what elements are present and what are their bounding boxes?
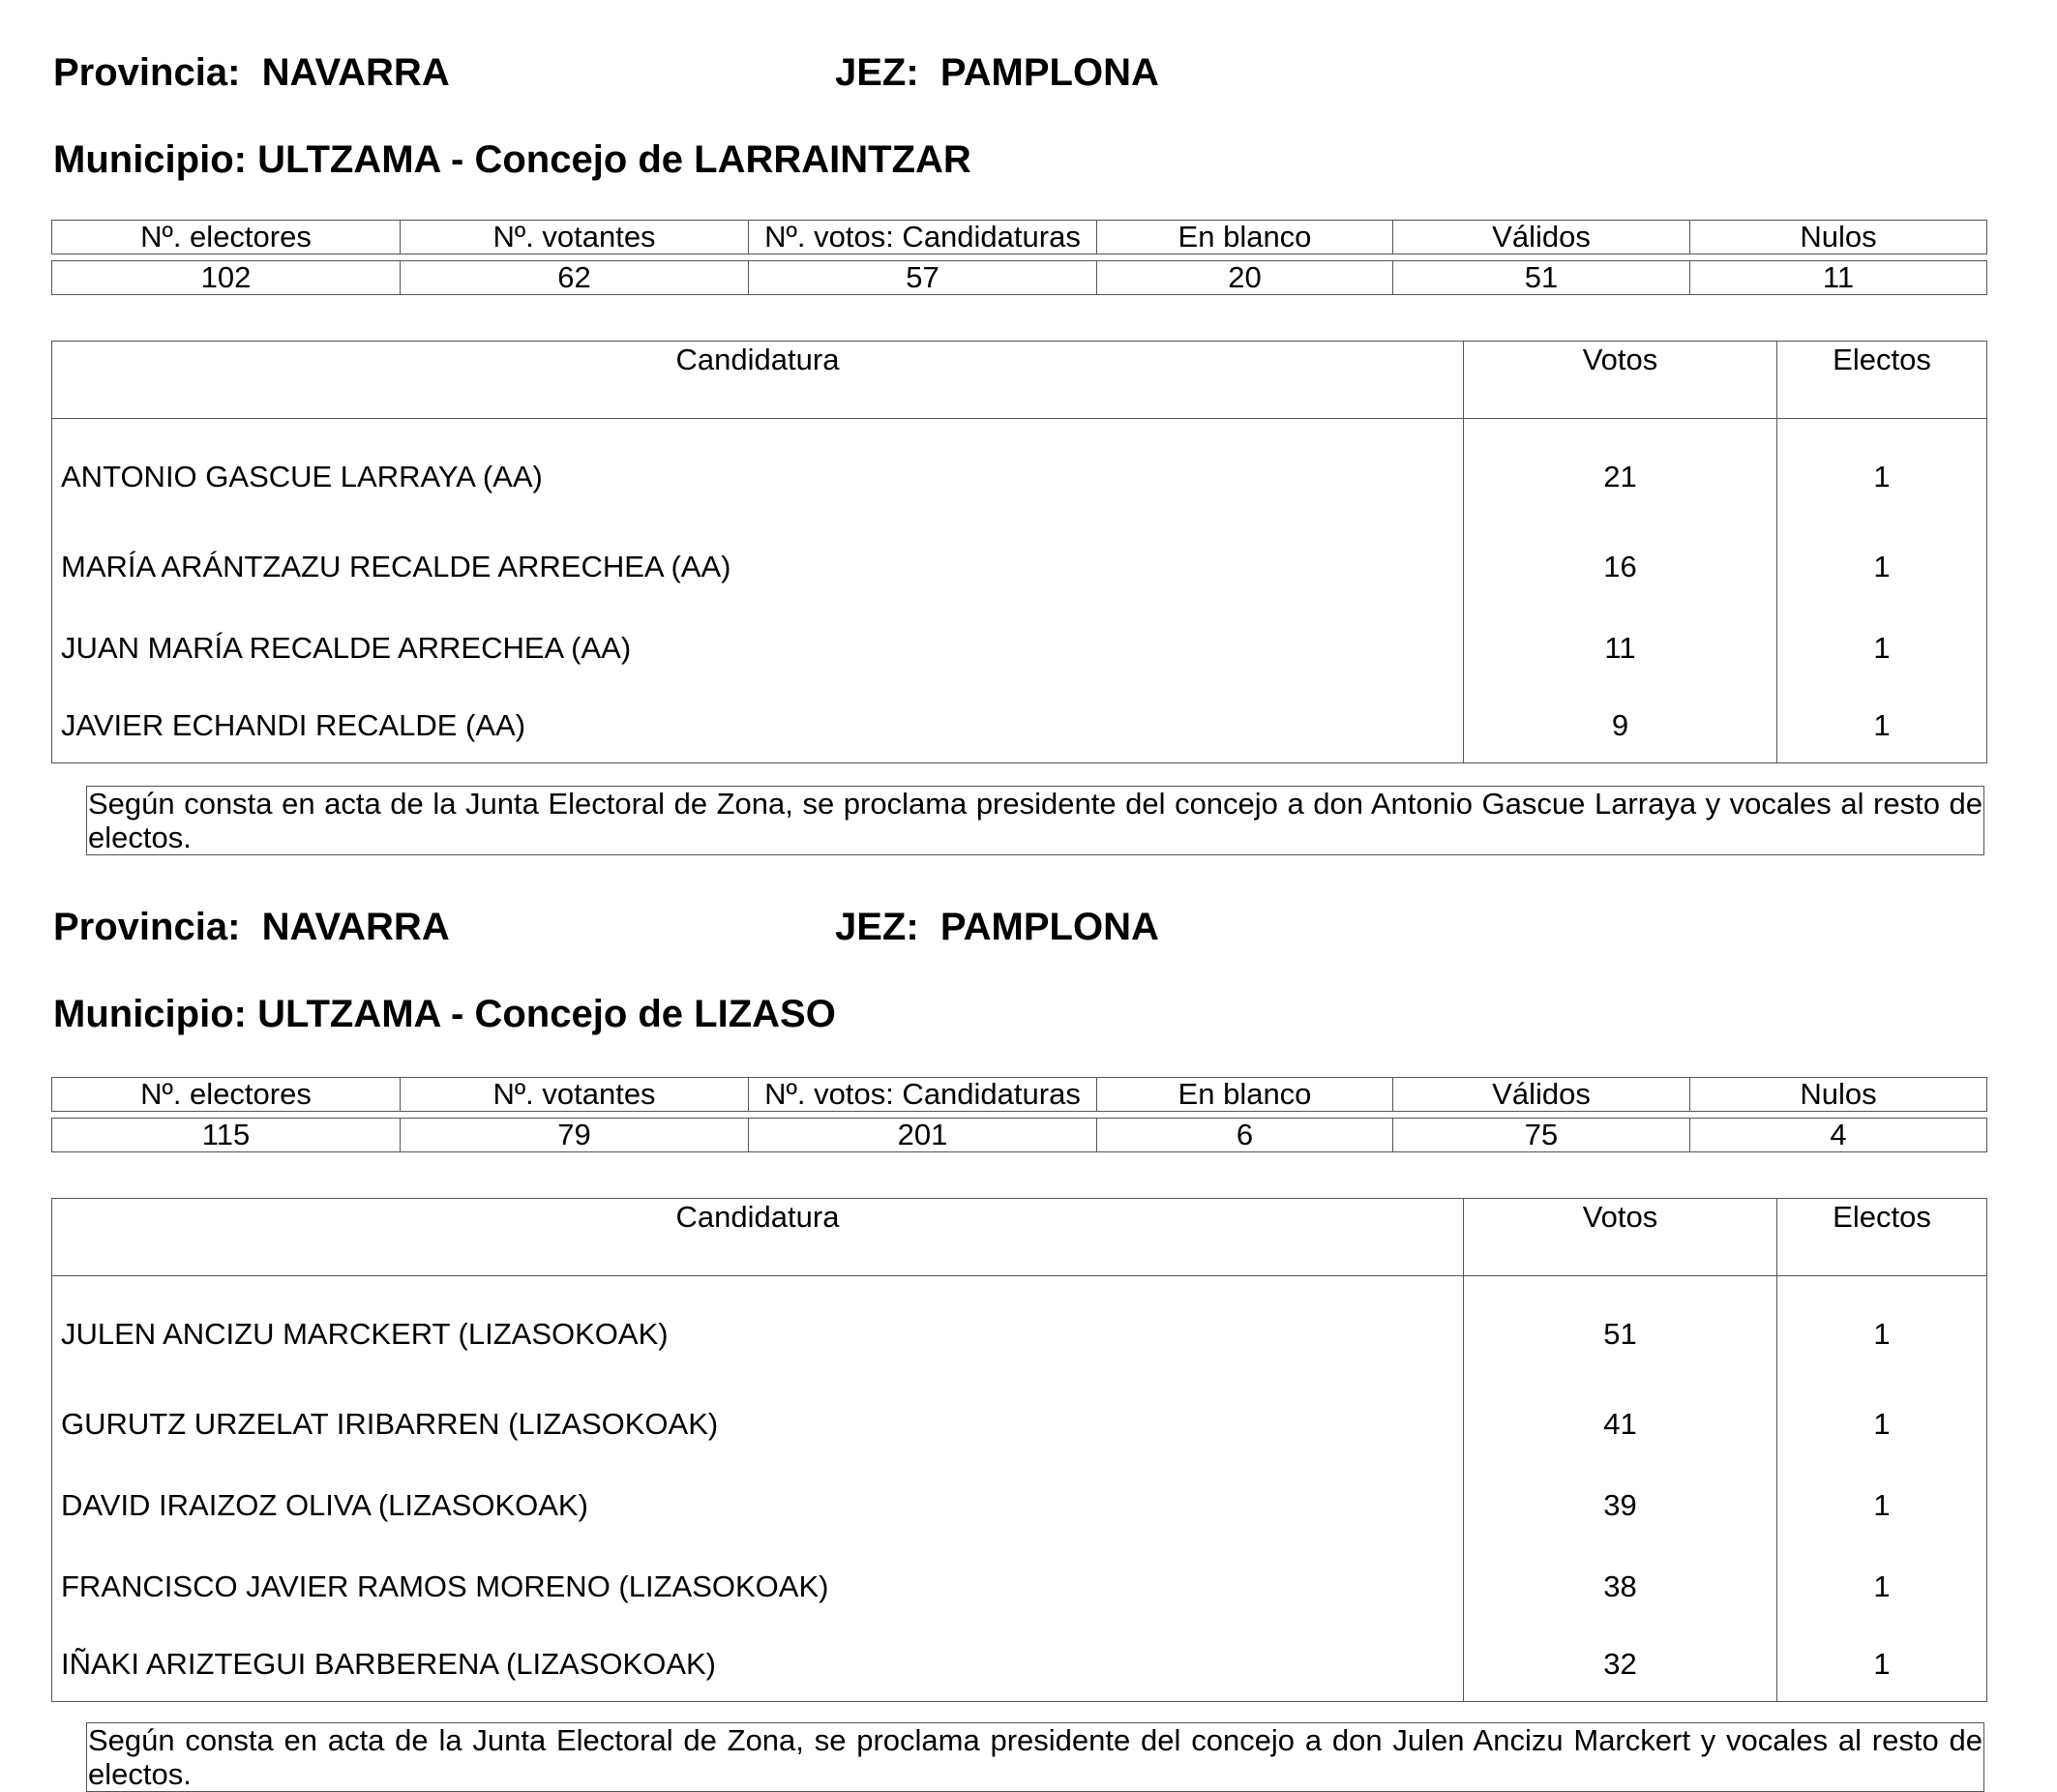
summary-header-cell: En blanco [1097,1078,1393,1112]
summary-value-cell: 20 [1097,261,1393,295]
summary-header-cell: Nulos [1690,1078,1987,1112]
candidate-name: IÑAKI ARIZTEGUI BARBERENA (LIZASOKOAK) [52,1628,1464,1702]
candidate-votes: 21 [1464,419,1777,527]
electos-header: Electos [1777,1199,1987,1276]
provincia-value: NAVARRA [261,51,450,94]
summary-header-cell: Nº. votos: Candidaturas [749,1078,1097,1112]
proclamation-note: Según consta en acta de la Junta Electoral de Zona, se proclama presidente del concejo a don Julen Ancizu Marckert y vocales al resto de electos. [88,1723,1982,1791]
candidate-row [52,419,1987,527]
candidate-elected: 1 [1777,419,1987,527]
jez-label: JEZ: [835,51,919,94]
candidate-elected: 1 [1777,1546,1987,1628]
candidate-row [52,1628,1987,1702]
summary-value-cell: 6 [1097,1119,1393,1152]
candidate-votes: 51 [1464,1276,1777,1385]
candidate-name: DAVID IRAIZOZ OLIVA (LIZASOKOAK) [52,1465,1464,1546]
candidate-elected: 1 [1777,608,1987,689]
candidate-elected: 1 [1777,1628,1987,1702]
candidatura-header: Candidatura [52,342,1464,419]
summary-header-cell: Nº. votantes [401,221,749,254]
candidate-row [52,608,1987,689]
municipio-label: Municipio: [53,138,247,181]
candidates-header-row [52,342,1987,419]
candidate-row [52,1276,1987,1385]
summary-header-cell: Nº. electores [52,1078,401,1112]
candidates-header-row [52,1199,1987,1276]
municipio-heading [53,136,971,183]
candidate-name: JUAN MARÍA RECALDE ARRECHEA (AA) [52,608,1464,689]
proclamation-note: Según consta en acta de la Junta Electoral de Zona, se proclama presidente del concejo a don Antonio Gascue Larraya y vocales al resto de electos. [88,787,1982,854]
electos-header: Electos [1777,342,1987,419]
summary-values-table [51,1118,1987,1152]
candidate-elected: 1 [1777,526,1987,608]
candidatura-header: Candidatura [52,1199,1464,1276]
jez-label: JEZ: [835,906,919,948]
municipio-value: ULTZAMA - Concejo de LIZASO [257,993,836,1035]
candidate-row [52,526,1987,608]
votos-header: Votos [1464,342,1777,419]
candidate-votes: 32 [1464,1628,1777,1702]
provincia-heading [53,904,450,950]
provincia-label: Provincia: [53,906,241,948]
summary-values-row [52,261,1987,295]
summary-value-cell: 4 [1690,1119,1987,1152]
summary-value-cell: 57 [749,261,1097,295]
summary-value-cell: 201 [749,1119,1097,1152]
summary-value-cell: 75 [1393,1119,1690,1152]
candidate-row [52,1384,1987,1465]
candidate-name: FRANCISCO JAVIER RAMOS MORENO (LIZASOKOAK) [52,1546,1464,1628]
candidate-row [52,1465,1987,1546]
candidates-table [51,341,1987,763]
summary-header-cell: En blanco [1097,221,1393,254]
summary-header-table [51,1077,1987,1112]
municipio-value: ULTZAMA - Concejo de LARRAINTZAR [257,138,971,181]
summary-header-cell: Válidos [1393,1078,1690,1112]
provincia-label: Provincia: [53,51,241,94]
jez-heading [835,904,1159,950]
candidate-votes: 9 [1464,689,1777,763]
provincia-heading [53,49,450,96]
summary-values-row [52,1119,1987,1152]
jez-value: PAMPLONA [939,906,1159,948]
summary-header-cell: Nº. electores [52,221,401,254]
jez-heading [835,49,1159,96]
candidate-votes: 16 [1464,526,1777,608]
candidate-row [52,1546,1987,1628]
provincia-value: NAVARRA [261,906,450,948]
summary-header-cell: Nulos [1690,221,1987,254]
summary-header-cell: Nº. votos: Candidaturas [749,221,1097,254]
candidate-elected: 1 [1777,1384,1987,1465]
candidate-name: GURUTZ URZELAT IRIBARREN (LIZASOKOAK) [52,1384,1464,1465]
jez-value: PAMPLONA [939,51,1159,94]
summary-header-cell: Nº. votantes [401,1078,749,1112]
summary-value-cell: 115 [52,1119,401,1152]
summary-value-cell: 79 [401,1119,749,1152]
candidate-elected: 1 [1777,1465,1987,1546]
candidate-name: JAVIER ECHANDI RECALDE (AA) [52,689,1464,763]
municipio-label: Municipio: [53,993,247,1035]
candidate-elected: 1 [1777,1276,1987,1385]
summary-value-cell: 102 [52,261,401,295]
votos-header: Votos [1464,1199,1777,1276]
candidate-name: MARÍA ARÁNTZAZU RECALDE ARRECHEA (AA) [52,526,1464,608]
candidate-name: ANTONIO GASCUE LARRAYA (AA) [52,419,1464,527]
summary-header-table [51,220,1987,254]
summary-header-row [52,1078,1987,1112]
candidate-elected: 1 [1777,689,1987,763]
summary-value-cell: 62 [401,261,749,295]
candidate-votes: 41 [1464,1384,1777,1465]
summary-values-table [51,260,1987,295]
summary-value-cell: 11 [1690,261,1987,295]
municipio-heading [53,991,836,1037]
candidate-votes: 39 [1464,1465,1777,1546]
summary-header-row [52,221,1987,254]
summary-header-cell: Válidos [1393,221,1690,254]
candidate-row [52,689,1987,763]
candidate-votes: 11 [1464,608,1777,689]
summary-value-cell: 51 [1393,261,1690,295]
candidate-name: JULEN ANCIZU MARCKERT (LIZASOKOAK) [52,1276,1464,1385]
candidates-table [51,1198,1987,1702]
candidate-votes: 38 [1464,1546,1777,1628]
